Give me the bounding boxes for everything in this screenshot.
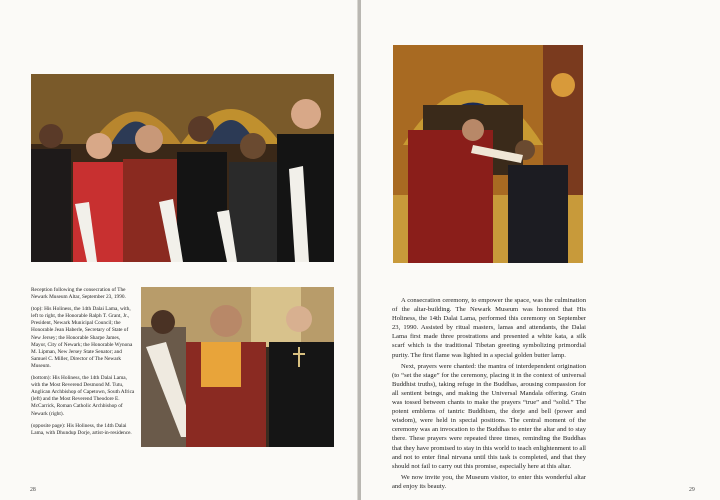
article-body-text (392, 296, 586, 493)
photo-caption-block (31, 287, 136, 442)
caption-top-photo: (top): His Holiness, the 14th Dalai Lama, with, left to right, the Honorable Ralph T. Grant, Jr., President, Newark Municipal Council; the Honorable Jean Haberle, Secretary of State of New Jersey; the Honorable Sharpe James, Mayor, City of Newark; the Honorable Wynona M. Lipman, New Jersey State Senator; and Samuel C. Miller, Director of The Newark Museum. (31, 306, 133, 369)
tutu-photo-illustration (141, 287, 334, 447)
altar-ceremony-photo (393, 45, 583, 263)
left-page-number: 28 (30, 487, 36, 493)
reception-group-photo (31, 74, 334, 262)
caption-opposite-photo: (opposite page): His Holiness, the 14th Dalai Lama, with Dhundup Dorje, artist-in-residence. (31, 422, 132, 436)
body-paragraph: A consecration ceremony, to empower the space, was the culmination of the altar-building. The Newark Museum was honored that His Holiness, the 14th Dalai Lama, performed this ceremony on September 23, 1990. Assisted by ritual masters, lamas and attendants, the Dalai Lama first made three prostrations and presented a white kata, a silk scarf which is the traditional Tibetan greeting symbolizing primordial purity. The first flame was lighted in a special golden butter lamp. (392, 297, 586, 359)
reception-photo-illustration (31, 74, 334, 262)
body-paragraph: We now invite you, the Museum visitor, to enter this wonderful altar and enjoy its beauty. (392, 473, 586, 490)
caption-heading: Reception following the consecration of The Newark Museum Altar, September 23, 1990. (31, 287, 126, 301)
right-page-number: 29 (689, 487, 695, 493)
left-page (0, 0, 358, 500)
caption-bottom-photo: (bottom): His Holiness, the 14th Dalai Lama, with the Most Reverend Desmond M. Tutu, Anglican Archbishop of Capetown, South Africa (left) and the Most Reverend Theodore E. McCarrick, Roman Catholic Archbishop of Newark (right). (31, 375, 135, 417)
body-paragraph: Next, prayers were chanted: the mantra of interdependent origination (to “set the stage” for the ceremony, placing it in the context of universal Buddhist truths), taking refuge in the Buddhas, arousing compassion for all sentient beings, and making the Universal Mandala offering. Grain was tossed between chants to make the prayers “true” and “solid.” The potent emblems of tantric Buddhism, the dorje and bell (power and wisdom), were held in special positions. The central moment of the ceremony was an invocation to the Buddhas to enter the altar and to stay there. These prayers were repeated three times, reminding the Buddhas that they have promised to stay in this world to teach enlightenment to all and not to enter final nirvana until this task is completed, and that they should not fail to carry out this promise, especially here at this altar. (392, 362, 586, 470)
tutu-mccarrick-photo (141, 287, 334, 447)
altar-photo-illustration (393, 45, 583, 263)
